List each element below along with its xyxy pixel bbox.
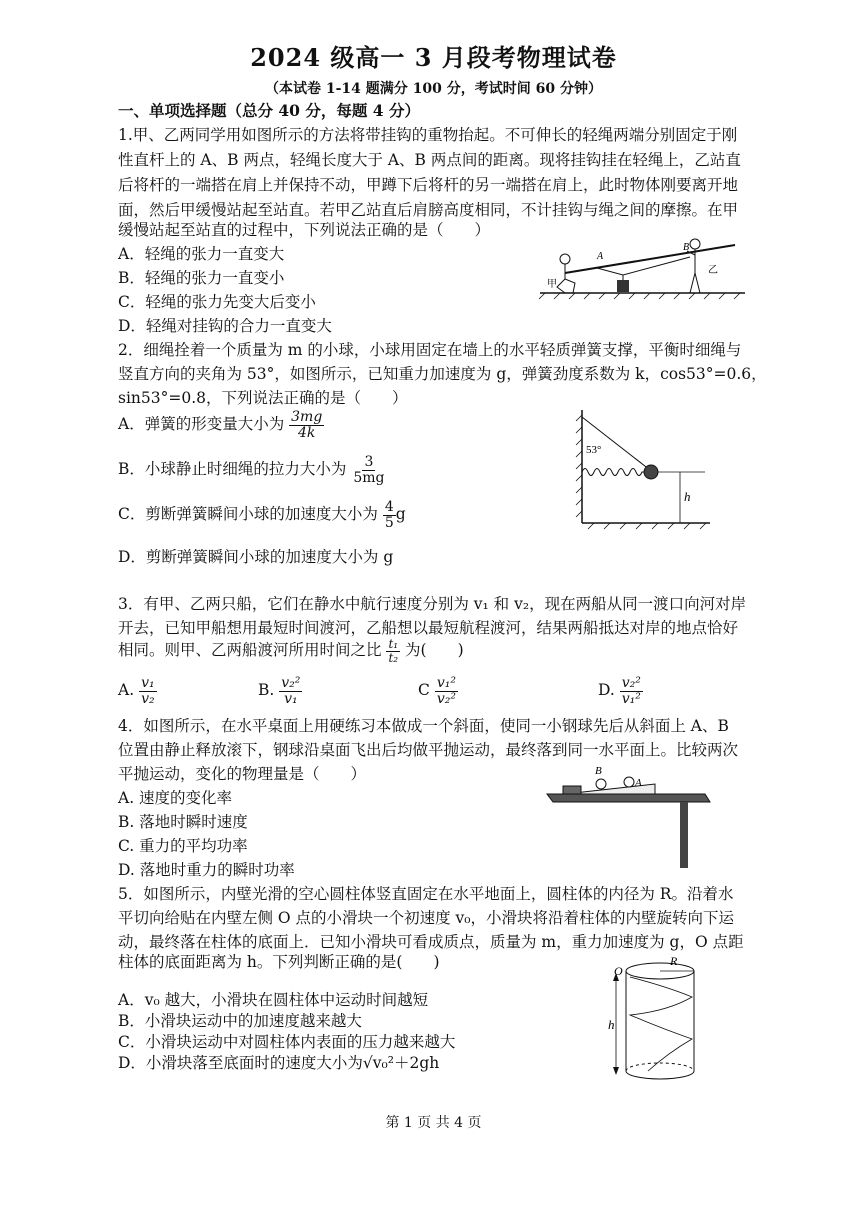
q5-option-d: D．小滑块落至底面时的速度大小为√v₀²＋2gh	[118, 1054, 440, 1072]
q5-line: 平切向给贴在内壁左侧 O 点的小滑块一个初速度 v₀，小滑块将沿着柱体的内壁旋转向下运	[118, 909, 734, 927]
q3-line: 开去，已知甲船想用最短时间渡河，乙船想以最短航程渡河，结果两船抵达对岸的地点恰好	[118, 619, 739, 637]
q1-option-d: D．轻绳对挂钩的合力一直变大	[118, 317, 332, 335]
q2-figure	[570, 405, 715, 530]
q3-option-d-fraction	[620, 676, 643, 706]
q1-option-c: C．轻绳的张力先变大后变小	[118, 293, 316, 311]
q2-option-c-unit: g	[395, 505, 406, 524]
q4-option-a: A. 速度的变化率	[118, 789, 233, 807]
q3-option-c-fraction	[435, 676, 458, 706]
q1-line: 后将杆的一端搭在肩上并保持不动，甲蹲下后将杆的另一端搭在肩上，此时物体刚要离开地	[118, 176, 739, 194]
q1-figure	[535, 235, 750, 300]
q5-line: 柱体的底面距离为 h。下列判断正确的是( )	[118, 953, 440, 971]
q4-line: 位置由静止释放滚下，钢球沿桌面飞出后均做平抛运动，最终落到同一水平面上。比较两次	[118, 741, 739, 759]
q2-option-c-fraction	[383, 500, 396, 530]
q2-option-a	[118, 410, 324, 440]
fraction-numerator: 3mg	[291, 409, 323, 425]
q2-option-a-fraction	[289, 410, 324, 440]
q4-figure	[545, 762, 715, 870]
q4-line: 平抛运动，变化的物理量是（ ）	[118, 765, 367, 783]
fraction-numerator: v₂²	[621, 675, 641, 691]
q2-line: 2．细绳拴着一个质量为 m 的小球，小球用固定在墙上的水平轻质弹簧支撑，平衡时细绳与	[118, 341, 742, 359]
fraction-denominator: 5	[384, 514, 394, 531]
q1-label-yi: 乙	[708, 265, 718, 276]
q1-label-jia: 甲	[547, 279, 557, 290]
q3-option-b-fraction	[279, 676, 302, 706]
fraction-numerator: v₂²	[281, 675, 301, 691]
option-letter: A.	[118, 681, 135, 700]
q3-option-d	[598, 676, 643, 706]
q5-line: 动，最终落在柱体的底面上．已知小滑块可看成质点，质量为 m，重力加速度为 g，O 点距	[118, 933, 744, 951]
option-letter: D.	[598, 681, 615, 700]
q2-label-angle: 53°	[586, 444, 602, 456]
fraction-denominator: 4k	[298, 424, 316, 441]
q1-line: 面，然后甲缓慢站起至站直。若甲乙站直后肩膀高度相同，不计挂钩与绳之间的摩擦。在甲	[118, 201, 739, 219]
q3-option-a	[118, 676, 157, 706]
q3-option-a-fraction	[139, 676, 157, 706]
q3-line	[118, 638, 464, 664]
q5-label-h: h	[608, 1017, 615, 1032]
q3-option-c	[418, 676, 458, 706]
fraction-denominator: 5mg	[353, 469, 385, 486]
q2-label-h: h	[684, 489, 691, 504]
fraction-numerator: t₁	[388, 637, 399, 651]
q4-option-c: C. 重力的平均功率	[118, 837, 248, 855]
q4-option-d: D. 落地时重力的瞬时功率	[118, 861, 295, 879]
q1-option-b: B．轻绳的张力一直变小	[118, 269, 285, 287]
fraction-numerator: 4	[384, 499, 394, 515]
q5-label-r: R	[670, 954, 678, 968]
q2-option-c-text: C．剪断弹簧瞬间小球的加速度大小为	[118, 505, 378, 524]
q2-line: 竖直方向的夹角为 53°，如图所示，已知重力加速度为 g，弹簧劲度系数为 k，cos53°=0.6，	[118, 365, 767, 383]
q3-line-tail: 为( )	[405, 641, 464, 660]
option-letter: C	[418, 681, 430, 700]
q5-figure	[608, 953, 708, 1088]
page-title: 2024 级高一 3 月段考物理试卷	[250, 43, 617, 72]
q2-option-b-fraction	[351, 455, 386, 485]
q3-line-text: 相同。则甲、乙两船渡河所用时间之比	[118, 641, 382, 660]
fraction-denominator: v₂²	[436, 690, 456, 707]
q1-line: 1.甲、乙两同学用如图所示的方法将带挂钩的重物抬起。不可伸长的轻绳两端分别固定于刚	[118, 126, 738, 144]
fraction-denominator: v₁	[284, 690, 298, 707]
q1-label-b: B	[683, 242, 690, 253]
q4-option-b: B. 落地时瞬时速度	[118, 813, 248, 831]
q5-line: 5．如图所示，内壁光滑的空心圆柱体竖直固定在水平地面上，圆柱体的内径为 R。沿着水	[118, 885, 734, 903]
q2-option-b	[118, 455, 387, 485]
q4-label-b: B	[595, 765, 602, 777]
q2-option-d: D．剪断弹簧瞬间小球的加速度大小为 g	[118, 548, 394, 566]
q3-ratio-fraction	[386, 638, 400, 664]
q1-option-a: A．轻绳的张力一直变大	[118, 245, 285, 263]
q5-option-c: C．小滑块运动中对圆柱体内表面的压力越来越大	[118, 1033, 456, 1051]
q5-option-b: B．小滑块运动中的加速度越来越大	[118, 1012, 362, 1030]
fraction-denominator: v₁²	[621, 690, 641, 707]
page-number: 第 1 页 共 4 页	[385, 1115, 482, 1131]
q2-option-b-text: B．小球静止时细绳的拉力大小为	[118, 460, 347, 479]
fraction-numerator: v₁	[141, 675, 155, 691]
fraction-denominator: t₂	[388, 650, 399, 665]
q2-option-c	[118, 500, 406, 530]
q1-line: 缓慢站起至站直的过程中，下列说法正确的是（ ）	[118, 221, 491, 239]
option-letter: B.	[258, 681, 275, 700]
section-heading: 一、单项选择题（总分 40 分，每题 4 分）	[118, 101, 420, 120]
q3-option-b	[258, 676, 302, 706]
q5-option-a: A．v₀ 越大，小滑块在圆柱体中运动时间越短	[118, 991, 429, 1009]
q4-label-a: A	[635, 777, 642, 789]
q4-line: 4．如图所示，在水平桌面上用硬练习本做成一个斜面，使同一小钢球先后从斜面上 A、B	[118, 717, 729, 735]
fraction-numerator: 3	[364, 454, 374, 470]
q1-label-a: A	[597, 251, 604, 262]
q5-label-o: O	[614, 964, 623, 978]
fraction-numerator: v₁²	[436, 675, 456, 691]
fraction-denominator: v₂	[141, 690, 155, 707]
q3-line: 3．有甲、乙两只船，它们在静水中航行速度分别为 v₁ 和 v₂，现在两船从同一渡口向河对岸	[118, 595, 747, 613]
q1-line: 性直杆上的 A、B 两点，轻绳长度大于 A、B 两点间的距离。现将挂钩挂在轻绳上，乙站直	[118, 151, 741, 169]
q2-option-a-text: A．弹簧的形变量大小为	[118, 415, 285, 434]
page-subtitle: （本试卷 1-14 题满分 100 分，考试时间 60 分钟）	[265, 81, 602, 97]
q2-line: sin53°=0.8，下列说法正确的是（ ）	[118, 389, 408, 407]
